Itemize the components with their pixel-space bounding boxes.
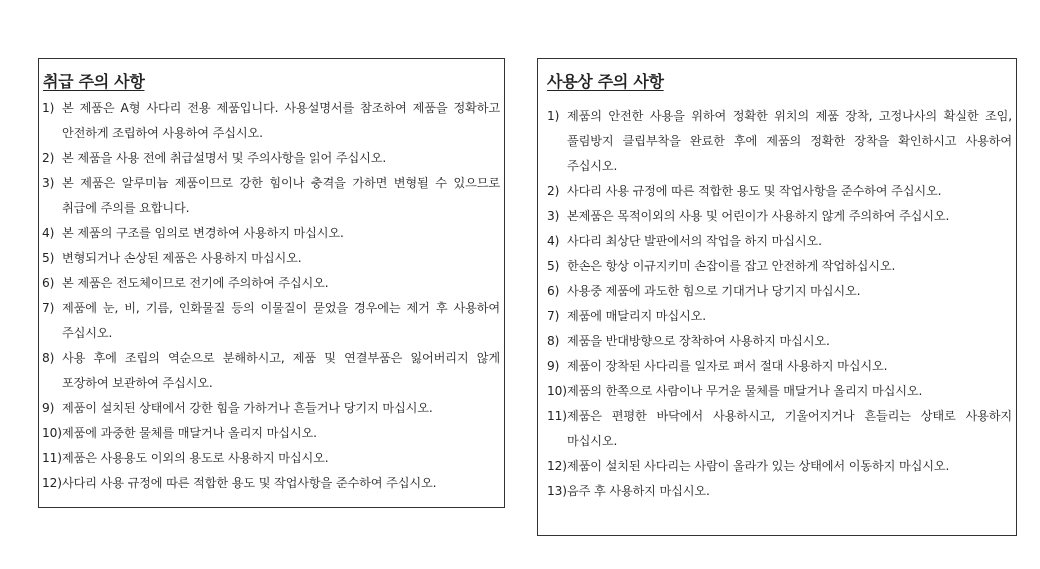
caution-item	[42, 421, 500, 446]
caution-item-text: 제품의 한쪽으로 사람이나 무거운 물체를 매달거나 올리지 마십시오.	[567, 384, 923, 398]
caution-item-number: 9)	[42, 401, 55, 415]
usage-caution-list	[547, 104, 1012, 504]
caution-item-text: 제품이 장착된 사다리를 일자로 펴서 절대 사용하지 마십시오.	[567, 359, 888, 373]
caution-item-text: 본 제품은 A형 사다리 전용 제품입니다. 사용설명서를 참조하여 제품을 정확하고 안전하게 조립하여 사용하여 주십시오.	[62, 101, 500, 140]
caution-item	[547, 279, 1012, 304]
caution-item-text: 제품에 눈, 비, 기름, 인화물질 등의 이물질이 묻었을 경우에는 제거 후 사용하여 주십시오.	[62, 301, 500, 340]
caution-item-number: 13)	[547, 484, 567, 498]
caution-item-text: 제품에 매달리지 마십시오.	[567, 309, 707, 323]
caution-item-text: 사다리 최상단 발판에서의 작업을 하지 마십시오.	[567, 234, 822, 248]
caution-item-text: 제품은 편평한 바닥에서 사용하시고, 기울어지거나 흔들리는 상태로 사용하지 마십시오.	[567, 409, 1012, 448]
caution-item-text: 제품은 사용용도 이외의 용도로 사용하지 마십시오.	[62, 451, 329, 465]
caution-item-number: 6)	[42, 276, 55, 290]
caution-item-text: 본 제품은 알루미늄 제품이므로 강한 힘이나 충격을 가하면 변형될 수 있으므로 취급에 주의를 요합니다.	[62, 176, 500, 215]
caution-item-number: 3)	[547, 209, 560, 223]
caution-item-number: 4)	[42, 226, 55, 240]
caution-item-number: 8)	[42, 351, 55, 365]
caution-item	[42, 396, 500, 421]
caution-item-text: 제품을 반대방향으로 장착하여 사용하지 마십시오.	[567, 334, 830, 348]
caution-item-number: 5)	[42, 251, 55, 265]
caution-item-text: 사다리 사용 규정에 따른 적합한 용도 및 작업사항을 준수하여 주십시오.	[567, 184, 942, 198]
caution-item-number: 2)	[42, 151, 55, 165]
caution-item-number: 8)	[547, 334, 560, 348]
caution-item-number: 11)	[547, 409, 567, 423]
caution-item	[42, 146, 500, 171]
caution-item-text: 변형되거나 손상된 제품은 사용하지 마십시오.	[62, 251, 302, 265]
caution-item	[547, 329, 1012, 354]
caution-item-text: 제품의 안전한 사용을 위하여 정확한 위치의 제품 장착, 고정나사의 확실한 조임, 풀림방지 클립부착을 완료한 후에 제품의 정확한 장착을 확인하시고 사용하여 주십시오.	[567, 109, 1012, 173]
caution-item-text: 한손은 항상 이규지키미 손잡이를 잡고 안전하게 작업하십시오.	[567, 259, 896, 273]
caution-item	[547, 104, 1012, 179]
caution-item	[42, 471, 500, 496]
caution-item	[42, 346, 500, 396]
usage-caution-panel	[537, 58, 1017, 536]
caution-item-text: 본 제품은 전도체이므로 전기에 주의하여 주십시오.	[62, 276, 329, 290]
caution-item-number: 5)	[547, 259, 560, 273]
caution-item-text: 사용 후에 조립의 역순으로 분해하시고, 제품 및 연결부품은 잃어버리지 않게 포장하여 보관하여 주십시오.	[62, 351, 500, 390]
caution-item	[547, 304, 1012, 329]
caution-item-number: 1)	[42, 101, 55, 115]
caution-item-text: 음주 후 사용하지 마십시오.	[567, 484, 710, 498]
caution-item-text: 제품에 과중한 물체를 매달거나 올리지 마십시오.	[62, 426, 317, 440]
caution-item-text: 사다리 사용 규정에 따른 적합한 용도 및 작업사항을 준수하여 주십시오.	[62, 476, 437, 490]
caution-item-text: 제품이 설치된 상태에서 강한 힘을 가하거나 흔들거나 당기지 마십시오.	[62, 401, 433, 415]
caution-item	[42, 96, 500, 146]
caution-item-number: 10)	[547, 384, 567, 398]
caution-item	[42, 271, 500, 296]
caution-item-number: 1)	[547, 109, 560, 123]
caution-item	[42, 246, 500, 271]
handling-caution-list	[42, 96, 500, 496]
caution-item-text: 사용중 제품에 과도한 힘으로 기대거나 당기지 마십시오.	[567, 284, 861, 298]
caution-item-text: 본제품은 목적이외의 사용 및 어린이가 사용하지 않게 주의하여 주십시오.	[567, 209, 950, 223]
caution-item	[547, 479, 1012, 504]
caution-item	[547, 254, 1012, 279]
caution-item	[547, 204, 1012, 229]
usage-caution-title: 사용상 주의 사항	[547, 72, 664, 91]
caution-item-number: 7)	[547, 309, 560, 323]
caution-item-number: 10)	[42, 426, 62, 440]
caution-item-number: 6)	[547, 284, 560, 298]
caution-item	[42, 446, 500, 471]
caution-item-number: 7)	[42, 301, 55, 315]
caution-item-text: 본 제품을 사용 전에 취급설명서 및 주의사항을 읽어 주십시오.	[62, 151, 387, 165]
caution-item	[42, 296, 500, 346]
caution-item-number: 9)	[547, 359, 560, 373]
caution-item-text: 제품이 설치된 사다리는 사람이 올라가 있는 상태에서 이동하지 마십시오.	[567, 459, 950, 473]
caution-item-number: 12)	[547, 459, 567, 473]
caution-item-number: 11)	[42, 451, 62, 465]
caution-item-number: 3)	[42, 176, 55, 190]
handling-caution-title: 취급 주의 사항	[43, 72, 145, 91]
caution-item	[42, 171, 500, 221]
caution-item	[547, 354, 1012, 379]
caution-item-number: 2)	[547, 184, 560, 198]
caution-item	[42, 221, 500, 246]
caution-item	[547, 229, 1012, 254]
handling-caution-panel	[38, 58, 505, 508]
caution-item	[547, 379, 1012, 404]
caution-item-text: 본 제품의 구조를 임의로 변경하여 사용하지 마십시오.	[62, 226, 344, 240]
caution-item	[547, 404, 1012, 454]
caution-item-number: 4)	[547, 234, 560, 248]
caution-item	[547, 454, 1012, 479]
caution-item	[547, 179, 1012, 204]
caution-item-number: 12)	[42, 476, 62, 490]
